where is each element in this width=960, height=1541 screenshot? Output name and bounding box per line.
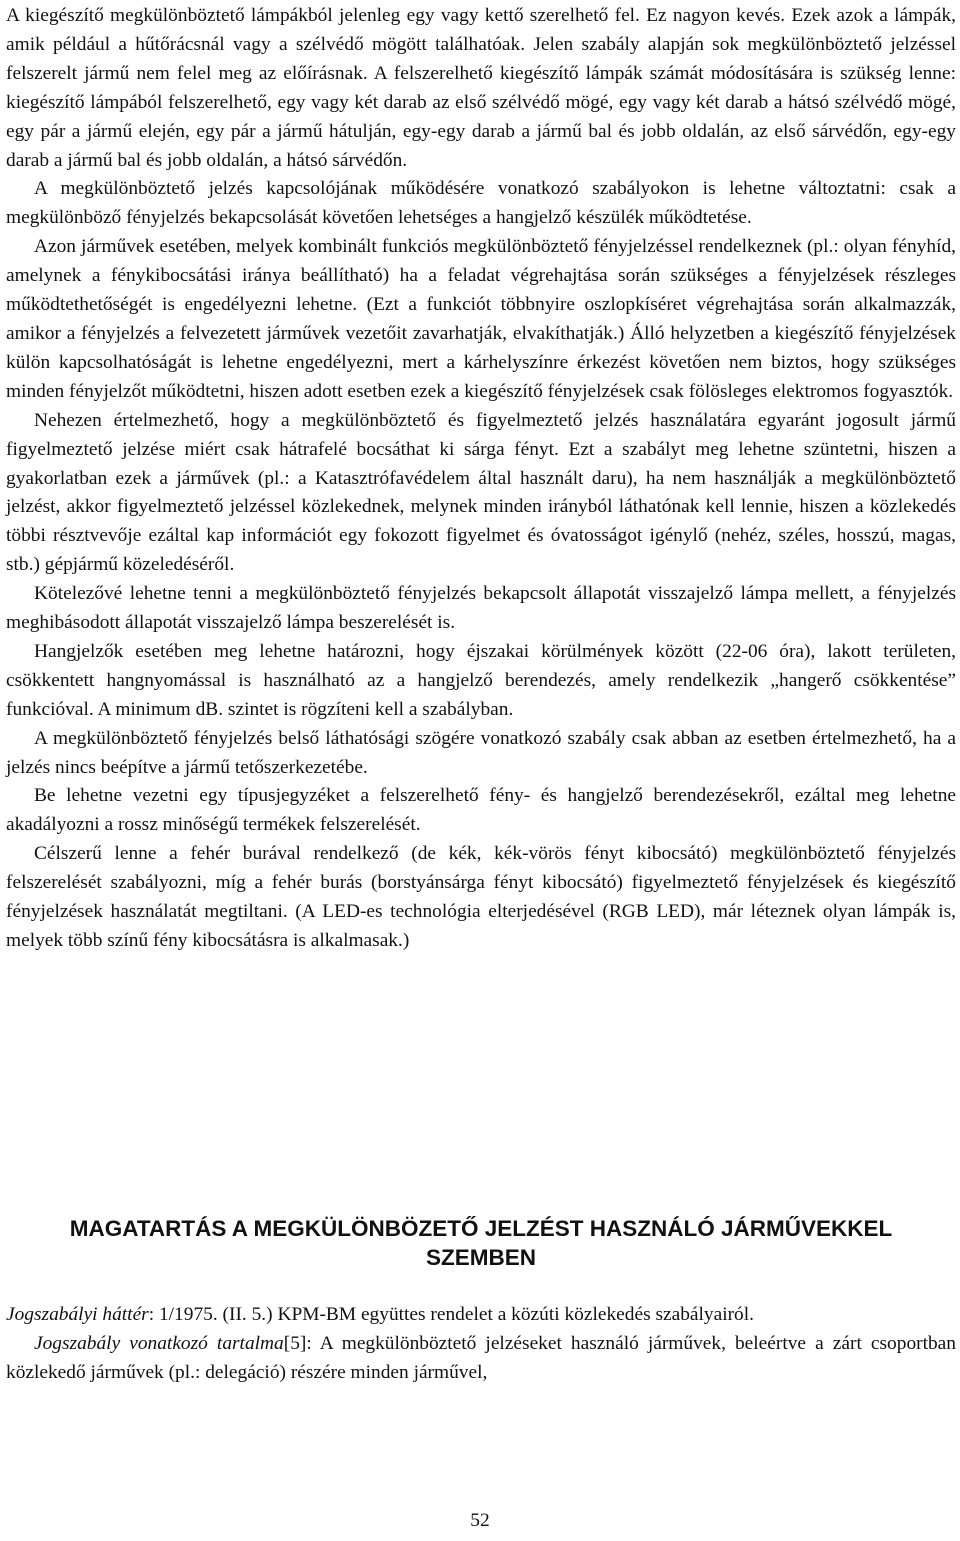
paragraph-combined-function: Azon járművek esetében, melyek kombinált funkciós megkülönböztető fényjelzéssel rendelkeznek (pl.: olyan fényhíd, amelynek a fénykibocsátási iránya beállítható) ha a feladat végrehajtása során szükséges a fényjelzések részleges működtethetőségét is engedélyezni lehetne. (Ezt a funkciót többnyire oszlopkíséret végrehajtása során alkalmazzák, amikor a fényjelzés a felvezetett járművek vezetőit zavarhatják, elvakíthatják.) Álló helyzetben a kiegészítő fényjelzések külön kapcsolhatóságát is lehetne engedélyezni, mert a kárhelyszínre érkezést követően nem biztos, hogy szükséges minden fényjelzőt működtetni, hiszen adott esetben ezek a kiegészítő fényjelzések csak fölösleges elektromos fogyasztók.	[6, 236, 956, 402]
paragraph-visibility-angle: A megkülönböztető fényjelzés belső láthatósági szögére vonatkozó szabály csak abban az esetben értelmezhető, ha a jelzés nincs beépítve a jármű tetőszerkezetébe.	[6, 727, 956, 778]
paragraph-additional-lamps: A kiegészítő megkülönböztető lámpákból jelenleg egy vagy kettő szerelhető fel. Ez nagyon kevés. Ezek azok a lámpák, amik például a hűtőrácsnál vagy a szélvédő mögött találhatóak. Jelen szabály alapján sok megkülönböztető jelzéssel felszerelt jármű nem felel meg az előírásnak. A felszerelhető kiegészítő lámpák számát módosítására is szükség lenne: kiegészítő lámpából felszerelhető, egy vagy két darab az első szélvédő mögé, egy vagy két darab a hátsó szélvédő mögé, egy pár a jármű elején, egy pár a jármű hátulján, egy-egy darab a jármű bal és jobb oldalán, az első sárvédőn, egy-egy darab a jármű bal és jobb oldalán, a hátsó sárvédőn.	[6, 5, 956, 171]
legal-background-label: Jogszabályi háttér	[6, 1304, 149, 1325]
legal-content	[6, 1329, 956, 1387]
page-number: 52	[470, 1510, 490, 1531]
section-heading-line1: MAGATARTÁS A MEGKÜLÖNBÖZETŐ JELZÉST HASZNÁLÓ JÁRMŰVEKKEL	[69, 1216, 893, 1241]
paragraph-white-cover: Célszerű lenne a fehér burával rendelkező (de kék, kék-vörös fényt kibocsátó) megkülönböztető fényjelzés felszerelését szabályozni, míg a fehér burás (borstyánsárga fényt kibocsátó) figyelmeztető fényjelzések és kiegészítő fényjelzések használatát megtiltani. (A LED-es technológia elterjedésével (RGB LED), már léteznek olyan lámpák is, melyek több színű fény kibocsátásra is alkalmasak.)	[6, 843, 956, 951]
paragraph-switch-operation: A megkülönböztető jelzés kapcsolójának működésére vonatkozó szabályokon is lehetne változtatni: csak a megkülönböző fényjelzés bekapcsolását követően lehetséges a hangjelző készülék működtetése.	[6, 178, 956, 229]
legal-background-text: : 1/1975. (II. 5.) KPM-BM együttes rendelet a közúti közlekedés szabályairól.	[148, 1304, 754, 1325]
paragraph-indicator-lamp: Kötelezővé lehetne tenni a megkülönböztető fényjelzés bekapcsolt állapotát visszajelző lámpa mellett, a fényjelzés meghibásodott állapotát visszajelző lámpa beszerelését is.	[6, 583, 956, 634]
paragraph-warning-signal: Nehezen értelmezhető, hogy a megkülönböztető és figyelmeztető jelzés használatára egyaránt jogosult jármű figyelmeztető jelzése miért csak hátrafelé bocsáthat ki sárga fényt. Ezt a szabályt meg lehetne szüntetni, hiszen a gyakorlatban ezek a járművek (pl.: a Katasztrófavédelem által használt daru), ha nem használják a megkülönböztető jelzést, akkor figyelmeztető jelzéssel közlekednek, melynek minden irányból láthatónak kell lennie, hiszen a közlekedés többi résztvevője ezáltal kap információt egy fokozott figyelmet és óvatosságot igénylő (nehéz, széles, hosszú, magas, stb.) gépjármű közeledéséről.	[6, 409, 956, 576]
legal-content-label: Jogszabály vonatkozó tartalma	[34, 1333, 284, 1354]
legal-background	[6, 1300, 956, 1329]
section-heading	[6, 1214, 956, 1272]
paragraph-type-register: Be lehetne vezetni egy típusjegyzéket a felszerelhető fény- és hangjelző berendezésekről, ezáltal meg lehetne akadályozni a rossz minőségű termékek felszerelését.	[6, 785, 956, 836]
legal-section	[6, 1300, 956, 1387]
paragraph-sound-signal: Hangjelzők esetében meg lehetne határozni, hogy éjszakai körülmények között (22-06 óra), lakott területen, csökkentett hangnyomással is használható az a hangjelző berendezés, amely rendelkezik „hangerő csökkentése” funkcióval. A minimum dB. szintet is rögzíteni kell a szabályban.	[6, 640, 956, 720]
legal-content-text: [5]: A megkülönböztető jelzéseket használó járművek, beleértve a zárt csoportban közlekedő járművek (pl.: delegáció) részére minden járművel,	[6, 1333, 956, 1383]
section-heading-line2: SZEMBEN	[425, 1245, 536, 1270]
body-text	[6, 2, 956, 956]
